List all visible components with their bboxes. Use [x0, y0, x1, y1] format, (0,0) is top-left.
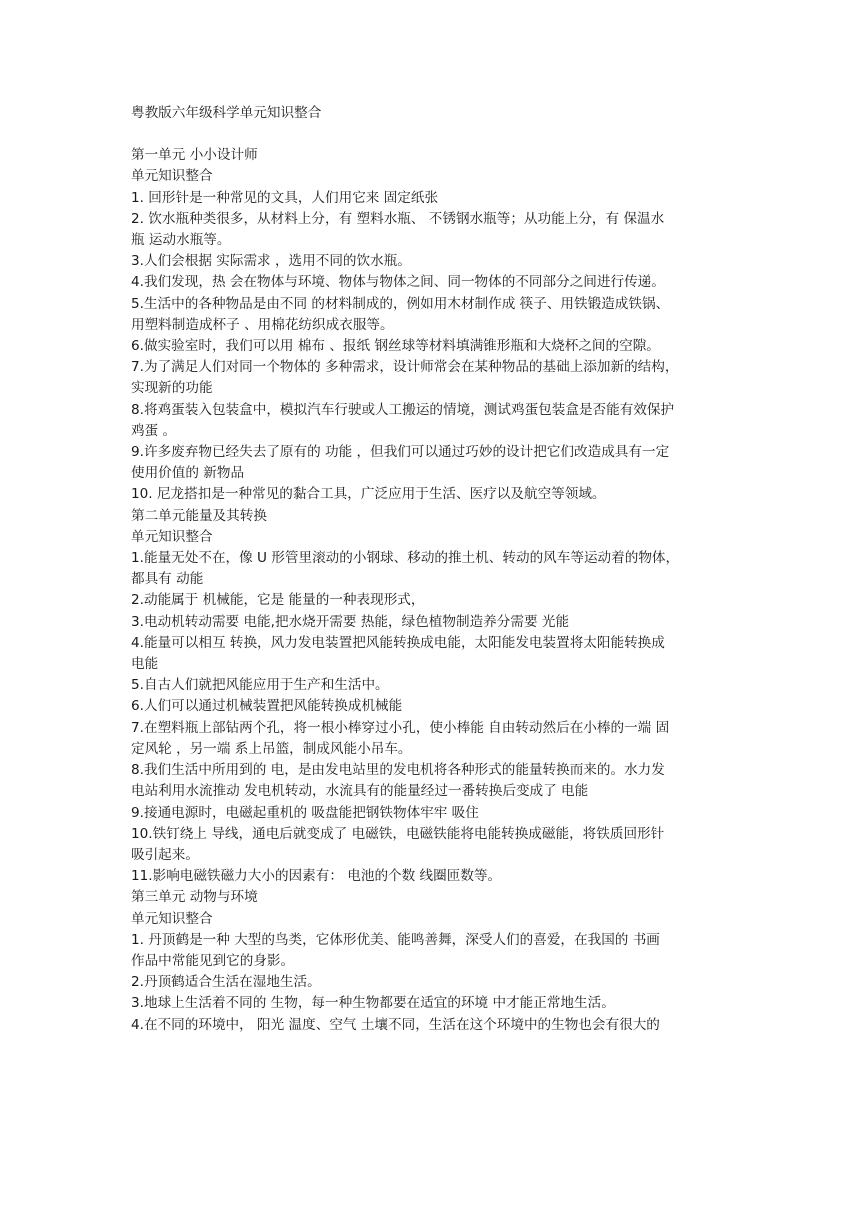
document-line: 电能 — [131, 656, 159, 673]
document-line: 7.在塑料瓶上部钻两个孔，将一根小棒穿过小孔，使小棒能 自由转动然后在小棒的一端 固 — [131, 719, 670, 736]
document-line: 9.接通电源时，电磁起重机的 吸盘能把钢铁物体牢牢 吸住 — [131, 804, 479, 821]
document-line: 4.能量可以相互 转换，风力发电装置把风能转换成电能，太阳能发电装置将太阳能转换成 — [131, 634, 665, 651]
document-line: 瓶 运动水瓶等。 — [131, 232, 231, 249]
document-line: 第二单元能量及其转换 — [131, 507, 267, 524]
document-line: 用塑料制造成杯子 、用棉花纺织成衣服等。 — [131, 316, 394, 333]
document-line: 使用价值的 新物品 — [131, 465, 245, 482]
document-line: 10. 尼龙搭扣是一种常见的黏合工具，广泛应用于生活、医疗以及航空等领域。 — [131, 486, 606, 503]
document-line: 1.能量无处不在，像 U 形管里滚动的小钢球、移动的推土机、转动的风车等运动着的物体， — [131, 550, 680, 567]
document-line: 单元知识整合 — [131, 910, 213, 927]
document-line: 3.人们会根据 实际需求 ，选用不同的饮水瓶。 — [131, 253, 411, 270]
document-line: 11.影响电磁铁磁力大小的因素有： 电池的个数 线圈匝数等。 — [131, 868, 502, 885]
document-line: 7.为了满足人们对同一个物体的 多种需求，设计师常会在某种物品的基础上添加新的结构， — [131, 359, 679, 376]
document-line: 1. 丹顶鹤是一种 大型的鸟类，它体形优美、能鸣善舞，深受人们的喜爱，在我国的 书画 — [131, 931, 660, 948]
document-line: 作品中常能见到它的身影。 — [131, 952, 295, 969]
document-line: 3.电动机转动需要 电能,把水烧开需要 热能，绿色植物制造养分需要 光能 — [131, 613, 570, 630]
document-line: 8.将鸡蛋装入包装盒中，模拟汽车行驶或人工搬运的情境，测试鸡蛋包装盒是否能有效保护 — [131, 401, 675, 418]
document-title: 粤教版六年级科学单元知识整合 — [131, 105, 322, 121]
document-line: 2.丹顶鹤适合生活在湿地生活。 — [131, 974, 321, 991]
document-line: 10.铁钉绕上 导线，通电后就变成了 电磁铁，电磁铁能将电能转换成磁能，将铁质回形针 — [131, 825, 665, 842]
document-line: 5.生活中的各种物品是由不同 的材料制成的，例如用木材制作成 筷子、用铁锻造成铁锅、 — [131, 295, 670, 312]
document-line: 1. 回形针是一种常见的文具，人们用它来 固定纸张 — [131, 189, 439, 206]
document-line: 定风轮 ，另一端 系上吊篮，制成风能小吊车。 — [131, 740, 412, 757]
document-page — [131, 103, 731, 1036]
document-line: 6.人们可以通过机械装置把风能转换成机械能 — [131, 698, 403, 715]
document-line: 4.我们发现，热 会在物体与环境、物体与物体之间、同一物体的不同部分之间进行传递。 — [131, 274, 665, 291]
document-body — [131, 145, 731, 1036]
document-line: 单元知识整合 — [131, 168, 213, 185]
document-line: 第三单元 动物与环境 — [131, 889, 258, 906]
document-line: 9.许多废弃物已经失去了原有的 功能 ，但我们可以通过巧妙的设计把它们改造成具有一定 — [131, 444, 670, 461]
document-line: 第一单元 小小设计师 — [131, 147, 258, 164]
document-line: 8.我们生活中所用到的 电，是由发电站里的发电机将各种形式的能量转换而来的。水力发 — [131, 762, 665, 779]
document-line: 吸引起来。 — [131, 846, 199, 863]
document-line: 2. 饮水瓶种类很多，从材料上分，有 塑料水瓶、 不锈钢水瓶等；从功能上分，有 保温水 — [131, 210, 665, 227]
document-line: 5.自古人们就把风能应用于生产和生活中。 — [131, 677, 389, 694]
document-line: 单元知识整合 — [131, 528, 213, 545]
document-line: 3.地球上生活着不同的 生物，每一种生物都要在适宜的环境 中才能正常地生活。 — [131, 995, 615, 1012]
document-line: 都具有 动能 — [131, 571, 204, 588]
document-line: 电站利用水流推动 发电机转动，水流具有的能量经过一番转换后变成了 电能 — [131, 783, 589, 800]
document-line: 2.动能属于 机械能，它是 能量的一种表现形式， — [131, 592, 425, 609]
document-line: 鸡蛋 。 — [131, 422, 177, 439]
document-line: 4.在不同的环境中， 阳光 温度、空气 土壤不同，生活在这个环境中的生物也会有很大的 — [131, 1016, 660, 1033]
document-line: 实现新的功能 — [131, 380, 213, 397]
document-line: 6.做实验室时，我们可以用 棉布 、报纸 钢丝球等材料填满锥形瓶和大烧杯之间的空隙。 — [131, 338, 660, 355]
